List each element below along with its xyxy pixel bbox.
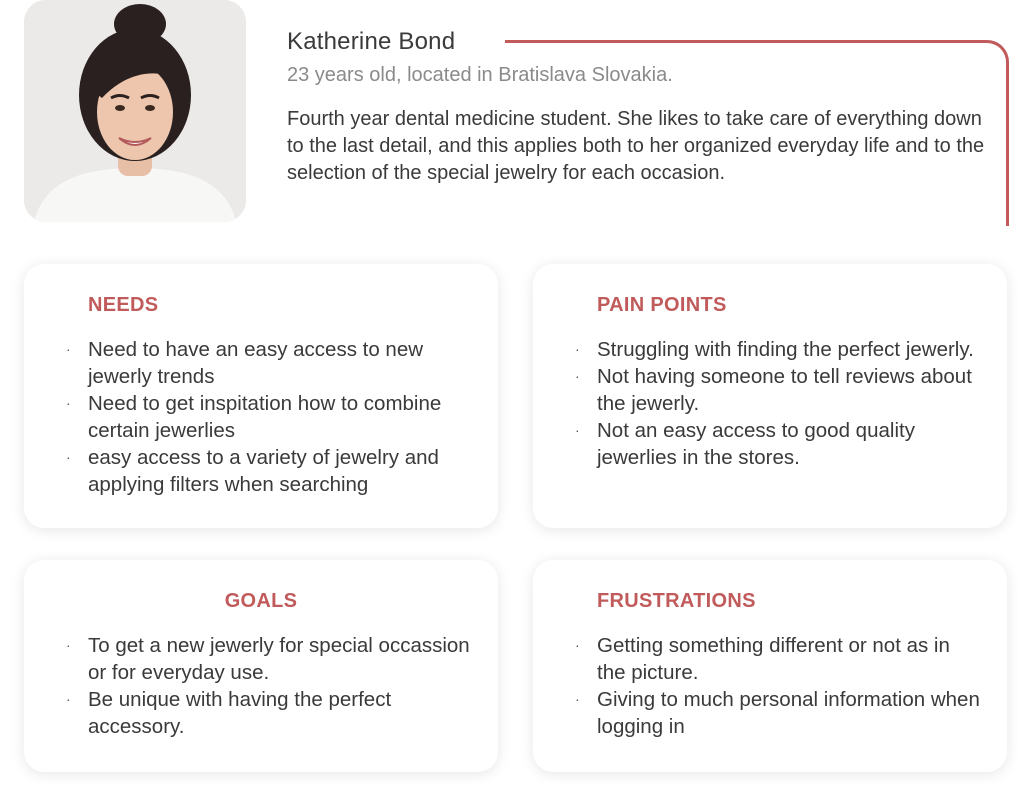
- list-item: [66, 390, 474, 444]
- bullet-icon: ·: [66, 395, 71, 411]
- list-item-text: To get a new jewerly for special occassion or for everyday use.: [88, 634, 470, 684]
- list-item-text: Be unique with having the perfect accessory.: [88, 688, 392, 738]
- bullet-icon: ·: [575, 691, 580, 707]
- bullet-icon: ·: [66, 449, 71, 465]
- list-item: [575, 686, 983, 740]
- persona-bio: Fourth year dental medicine student. She likes to take care of everything down to the last detail, and this applies both to her organized everyday life and to the selection of the special jewelry for each occasion.: [287, 108, 985, 184]
- goals-title: GOALS: [224, 590, 298, 612]
- bullet-icon: ·: [66, 341, 71, 357]
- list-item-text: Need to get inspitation how to combine certain jewerlies: [88, 392, 442, 442]
- needs-card: [24, 264, 498, 528]
- bullet-icon: ·: [575, 341, 580, 357]
- list-item-text: Not having someone to tell reviews about the jewerly.: [597, 365, 972, 415]
- list-item-text: Giving to much personal information when logging in: [597, 688, 980, 738]
- list-item-text: easy access to a variety of jewelry and applying filters when searching: [88, 446, 439, 496]
- frustrations-list: [575, 632, 983, 740]
- pain-points-list: [575, 336, 983, 471]
- bullet-icon: ·: [575, 422, 580, 438]
- goals-card: [24, 560, 498, 772]
- list-item: [575, 417, 983, 471]
- list-item: [66, 632, 474, 686]
- profile-photo: [24, 0, 246, 222]
- list-item-text: Not an easy access to good quality jewerlies in the stores.: [597, 419, 915, 469]
- frustrations-card: [533, 560, 1007, 772]
- pain-points-card: [533, 264, 1007, 528]
- goals-list: [66, 632, 474, 740]
- needs-list: [66, 336, 474, 498]
- persona-name: Katherine Bond: [287, 28, 456, 55]
- list-item: [575, 632, 983, 686]
- frustrations-title: FRUSTRATIONS: [597, 590, 756, 612]
- list-item: [66, 336, 474, 390]
- list-item: [66, 444, 474, 498]
- bullet-icon: ·: [575, 368, 580, 384]
- list-item: [575, 363, 983, 417]
- bullet-icon: ·: [66, 691, 71, 707]
- list-item-text: Need to have an easy access to new jewerly trends: [88, 338, 424, 388]
- list-item: [66, 686, 474, 740]
- needs-title: NEEDS: [88, 294, 159, 316]
- bullet-icon: ·: [66, 637, 71, 653]
- bullet-icon: ·: [575, 637, 580, 653]
- list-item: [575, 336, 983, 363]
- persona-age-location: 23 years old, located in Bratislava Slovakia.: [287, 64, 673, 86]
- list-item-text: Getting something different or not as in the picture.: [597, 634, 950, 684]
- list-item-text: Struggling with finding the perfect jewerly.: [597, 338, 974, 361]
- person-portrait-image: [24, 0, 246, 222]
- pain-points-title: PAIN POINTS: [597, 294, 727, 316]
